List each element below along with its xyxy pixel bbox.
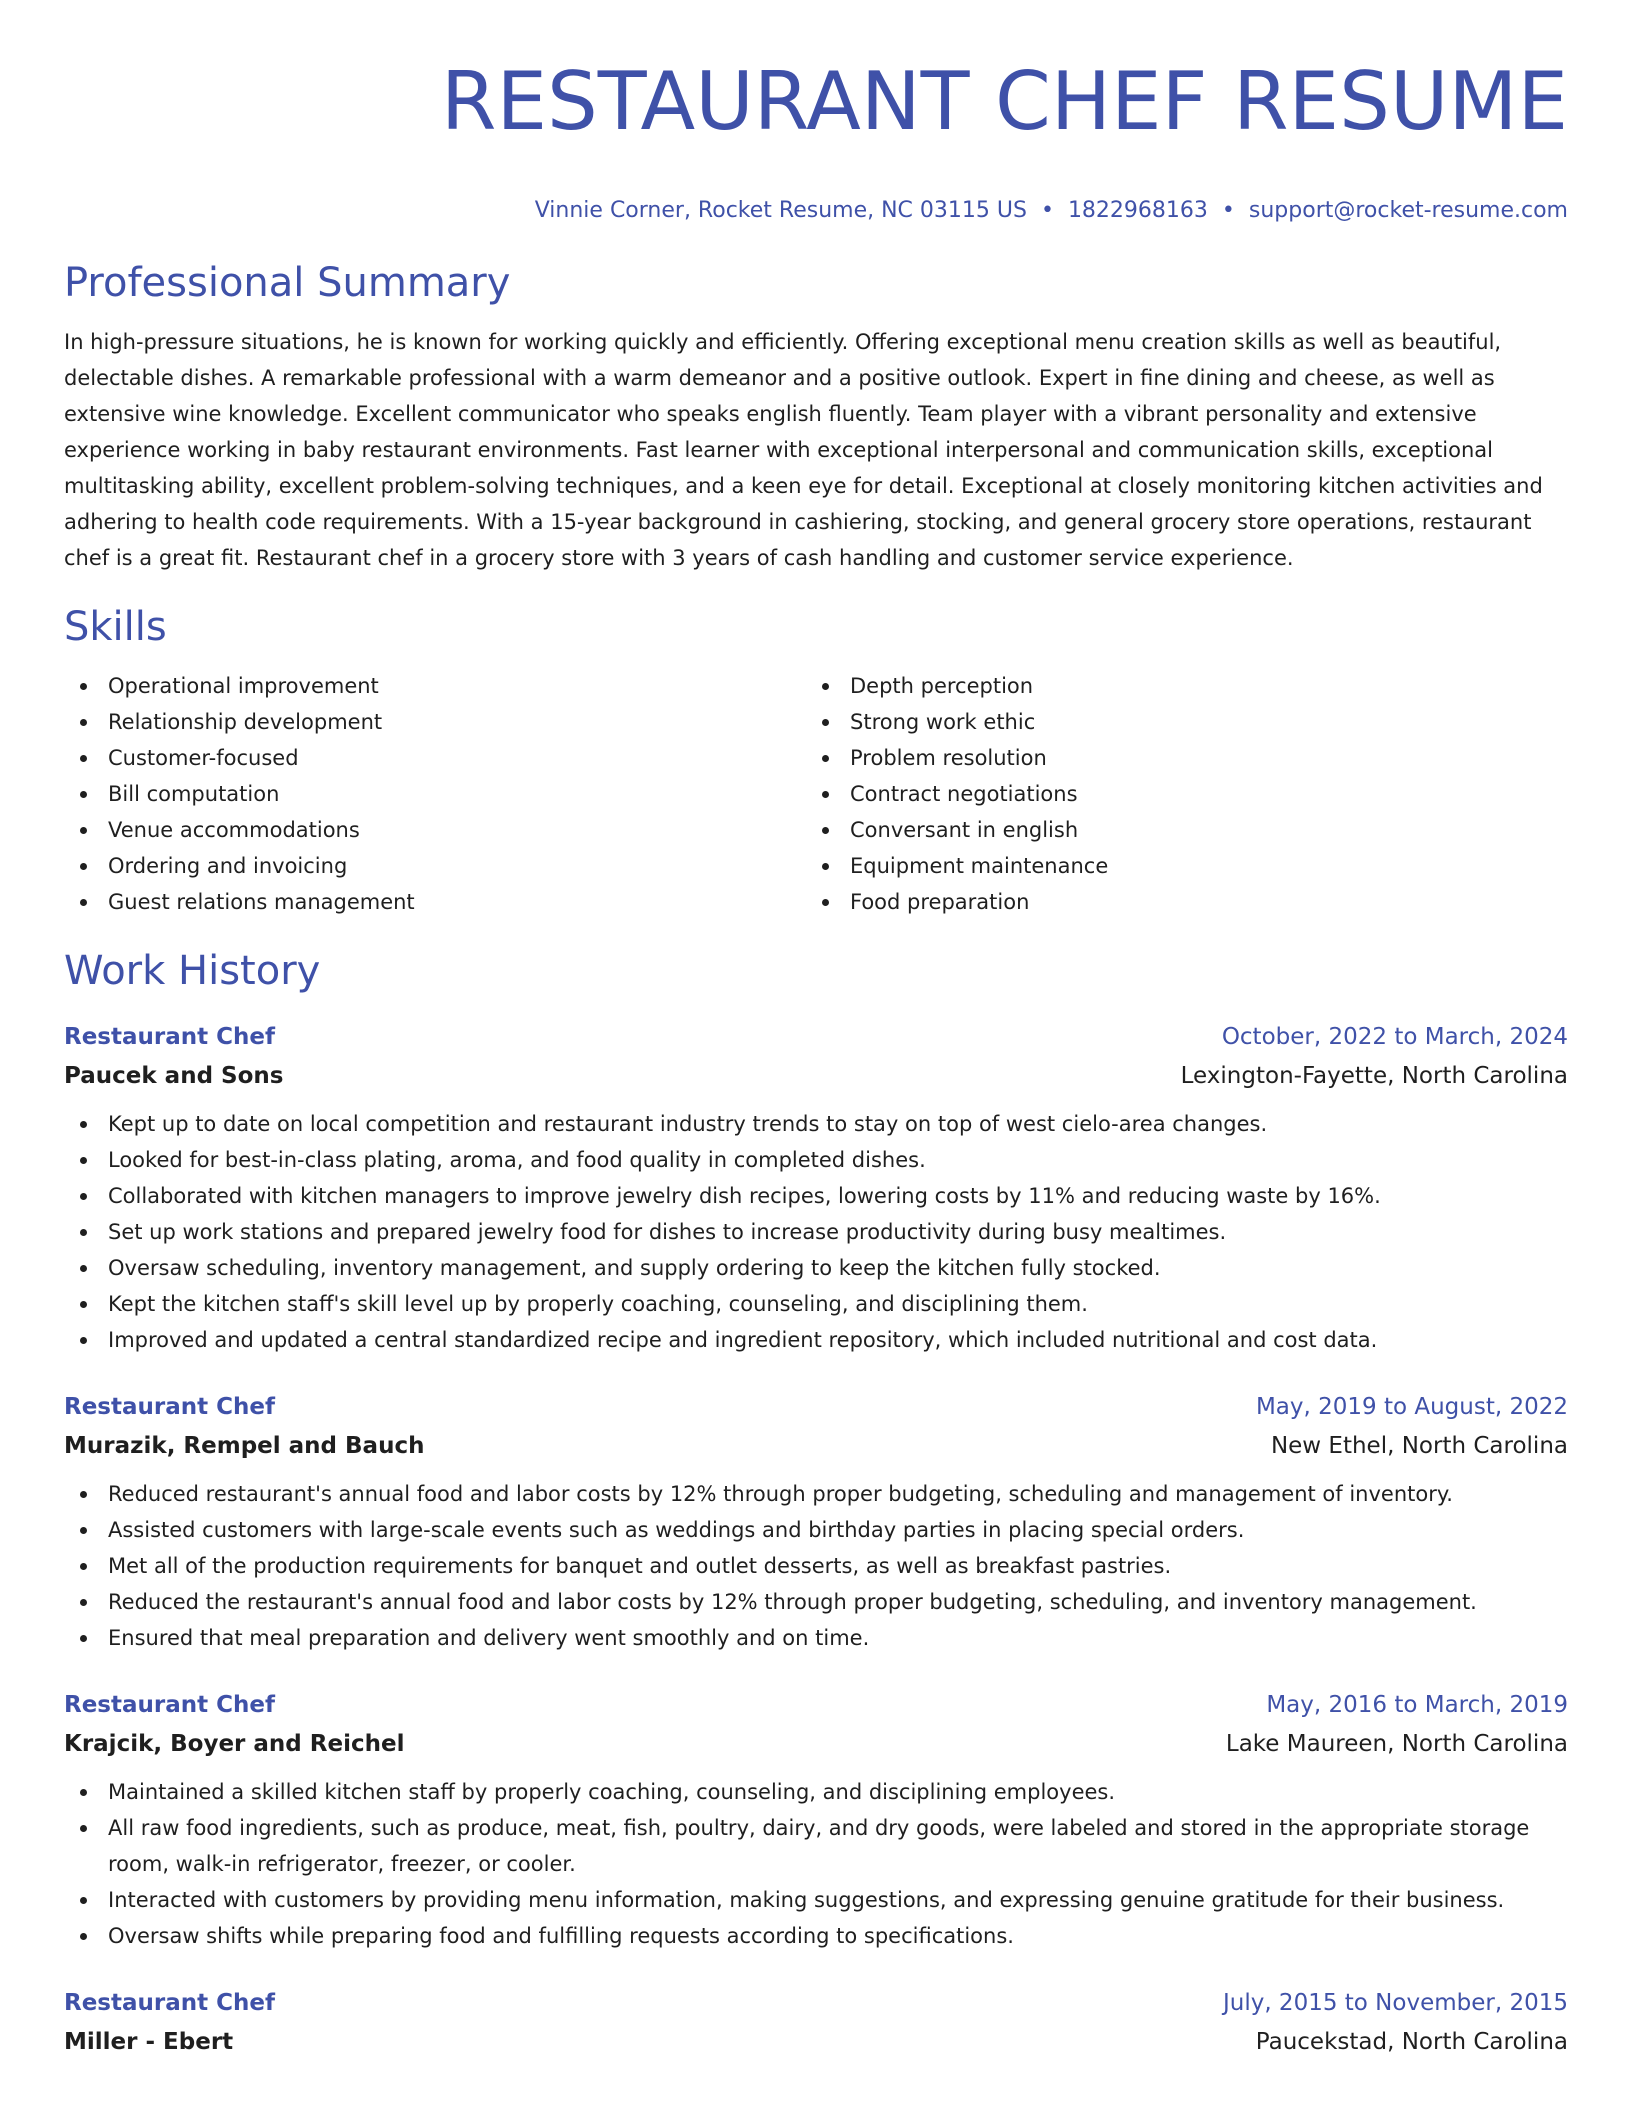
job-duty: Kept up to date on local competition and restaurant industry trends to stay on top of west cielo-area changes. (64, 1106, 1568, 1142)
resume-title: RESTAURANT CHEF RESUME (440, 55, 1568, 148)
job-dates: May, 2016 to March, 2019 (1266, 1692, 1568, 1718)
contact-line (64, 196, 1568, 226)
job-employer-row (64, 1426, 1568, 1466)
contact-phone: 1822968163 (1067, 198, 1208, 223)
job-employer-row (64, 1724, 1568, 1764)
job-dates: October, 2022 to March, 2024 (1221, 1024, 1568, 1050)
job-title: Restaurant Chef (64, 1990, 275, 2016)
job-duty: Collaborated with kitchen managers to improve jewelry dish recipes, lowering costs by 11% and reducing waste by 16%. (64, 1178, 1568, 1214)
job-title: Restaurant Chef (64, 1394, 275, 1420)
job-header-row (64, 1984, 1568, 2022)
job-duty: All raw food ingredients, such as produce, meat, fish, poultry, dairy, and dry goods, were labeled and stored in the appropriate storage room, walk-in refrigerator, freezer, or cooler. (64, 1810, 1568, 1882)
job-duty: Met all of the production requirements for banquet and outlet desserts, as well as breakfast pastries. (64, 1548, 1568, 1584)
contact-address: Vinnie Corner, Rocket Resume, NC 03115 US (534, 198, 1027, 223)
job-company: Krajcik, Boyer and Reichel (64, 1731, 405, 1757)
skill-item: Contract negotiations (806, 776, 1548, 812)
work-history-heading: Work History (64, 948, 321, 994)
job-duties (64, 1774, 1568, 1954)
skill-item: Operational improvement (64, 668, 806, 704)
job-duty: Kept the kitchen staff's skill level up by properly coaching, counseling, and disciplining them. (64, 1286, 1568, 1322)
job-duty: Set up work stations and prepared jewelry food for dishes to increase productivity during busy mealtimes. (64, 1214, 1568, 1250)
job-title: Restaurant Chef (64, 1024, 275, 1050)
job-header-row (64, 1686, 1568, 1724)
job-duty: Oversaw shifts while preparing food and fulfilling requests according to specifications. (64, 1918, 1568, 1954)
job-entry (64, 1686, 1568, 1954)
job-duty: Oversaw scheduling, inventory management, and supply ordering to keep the kitchen fully stocked. (64, 1250, 1568, 1286)
job-duty: Looked for best-in-class plating, aroma, and food quality in completed dishes. (64, 1142, 1568, 1178)
job-entry (64, 1018, 1568, 1358)
job-employer-row (64, 1056, 1568, 1096)
skill-item: Strong work ethic (806, 704, 1548, 740)
contact-separator: • (1221, 198, 1235, 223)
skill-item: Venue accommodations (64, 812, 806, 848)
job-dates: May, 2019 to August, 2022 (1255, 1394, 1568, 1420)
job-duty: Reduced restaurant's annual food and labor costs by 12% through proper budgeting, scheduling and management of inventory. (64, 1476, 1568, 1512)
job-duties (64, 1476, 1568, 1656)
skills-column-left (64, 668, 806, 920)
job-company: Miller - Ebert (64, 2029, 234, 2055)
skill-item: Bill computation (64, 776, 806, 812)
summary-text: In high-pressure situations, he is known for working quickly and efficiently. Offering exceptional menu creation skills as well as beautiful, delectable dishes. A remarkable professional with a warm demeanor and a positive outlook. Expert in fine dining and cheese, as well as extensive wine knowledge. Excellent communicator who speaks english fluently. Team player with a vibrant personality and extensive experience working in baby restaurant environments. Fast learner with exceptional interpersonal and communication skills, exceptional multitasking ability, excellent problem-solving techniques, and a keen eye for detail. Exceptional at closely monitoring kitchen activities and adhering to health code requirements. With a 15-year background in cashiering, stocking, and general grocery store operations, restaurant chef is a great fit. Restaurant chef in a grocery store with 3 years of cash handling and customer service experience. (64, 330, 1543, 570)
job-title: Restaurant Chef (64, 1692, 275, 1718)
job-duties (64, 1106, 1568, 1358)
job-location: Paucekstad, North Carolina (1255, 2029, 1568, 2055)
job-entry (64, 1388, 1568, 1656)
job-location: Lake Maureen, North Carolina (1225, 1731, 1568, 1757)
skills-grid (64, 668, 1568, 920)
job-duty: Improved and updated a central standardized recipe and ingredient repository, which included nutritional and cost data. (64, 1322, 1568, 1358)
job-header-row (64, 1388, 1568, 1426)
skill-item: Conversant in english (806, 812, 1548, 848)
job-duty: Reduced the restaurant's annual food and labor costs by 12% through proper budgeting, scheduling, and inventory management. (64, 1584, 1568, 1620)
resume-page (64, 0, 1568, 2062)
skills-heading: Skills (64, 604, 167, 650)
skill-item: Relationship development (64, 704, 806, 740)
skill-item: Ordering and invoicing (64, 848, 806, 884)
contact-separator: • (1040, 198, 1054, 223)
skill-item: Problem resolution (806, 740, 1548, 776)
skill-item: Customer-focused (64, 740, 806, 776)
job-location: Lexington-Fayette, North Carolina (1180, 1063, 1568, 1089)
job-company: Paucek and Sons (64, 1063, 284, 1089)
job-header-row (64, 1018, 1568, 1056)
skill-item: Guest relations management (64, 884, 806, 920)
job-duty: Ensured that meal preparation and delivery went smoothly and on time. (64, 1620, 1568, 1656)
job-duty: Interacted with customers by providing menu information, making suggestions, and expressing genuine gratitude for their business. (64, 1882, 1568, 1918)
job-duty: Assisted customers with large-scale events such as weddings and birthday parties in placing special orders. (64, 1512, 1568, 1548)
contact-email[interactable]: support@rocket-resume.com (1248, 198, 1568, 223)
skill-item: Depth perception (806, 668, 1548, 704)
skill-item: Food preparation (806, 884, 1548, 920)
job-employer-row (64, 2022, 1568, 2062)
job-dates: July, 2015 to November, 2015 (1222, 1990, 1568, 2016)
job-company: Murazik, Rempel and Bauch (64, 1433, 425, 1459)
summary-heading: Professional Summary (64, 260, 511, 306)
job-entry (64, 1984, 1568, 2062)
skills-column-right (806, 668, 1548, 920)
skill-item: Equipment maintenance (806, 848, 1548, 884)
job-duty: Maintained a skilled kitchen staff by properly coaching, counseling, and disciplining employees. (64, 1774, 1568, 1810)
job-location: New Ethel, North Carolina (1270, 1433, 1568, 1459)
